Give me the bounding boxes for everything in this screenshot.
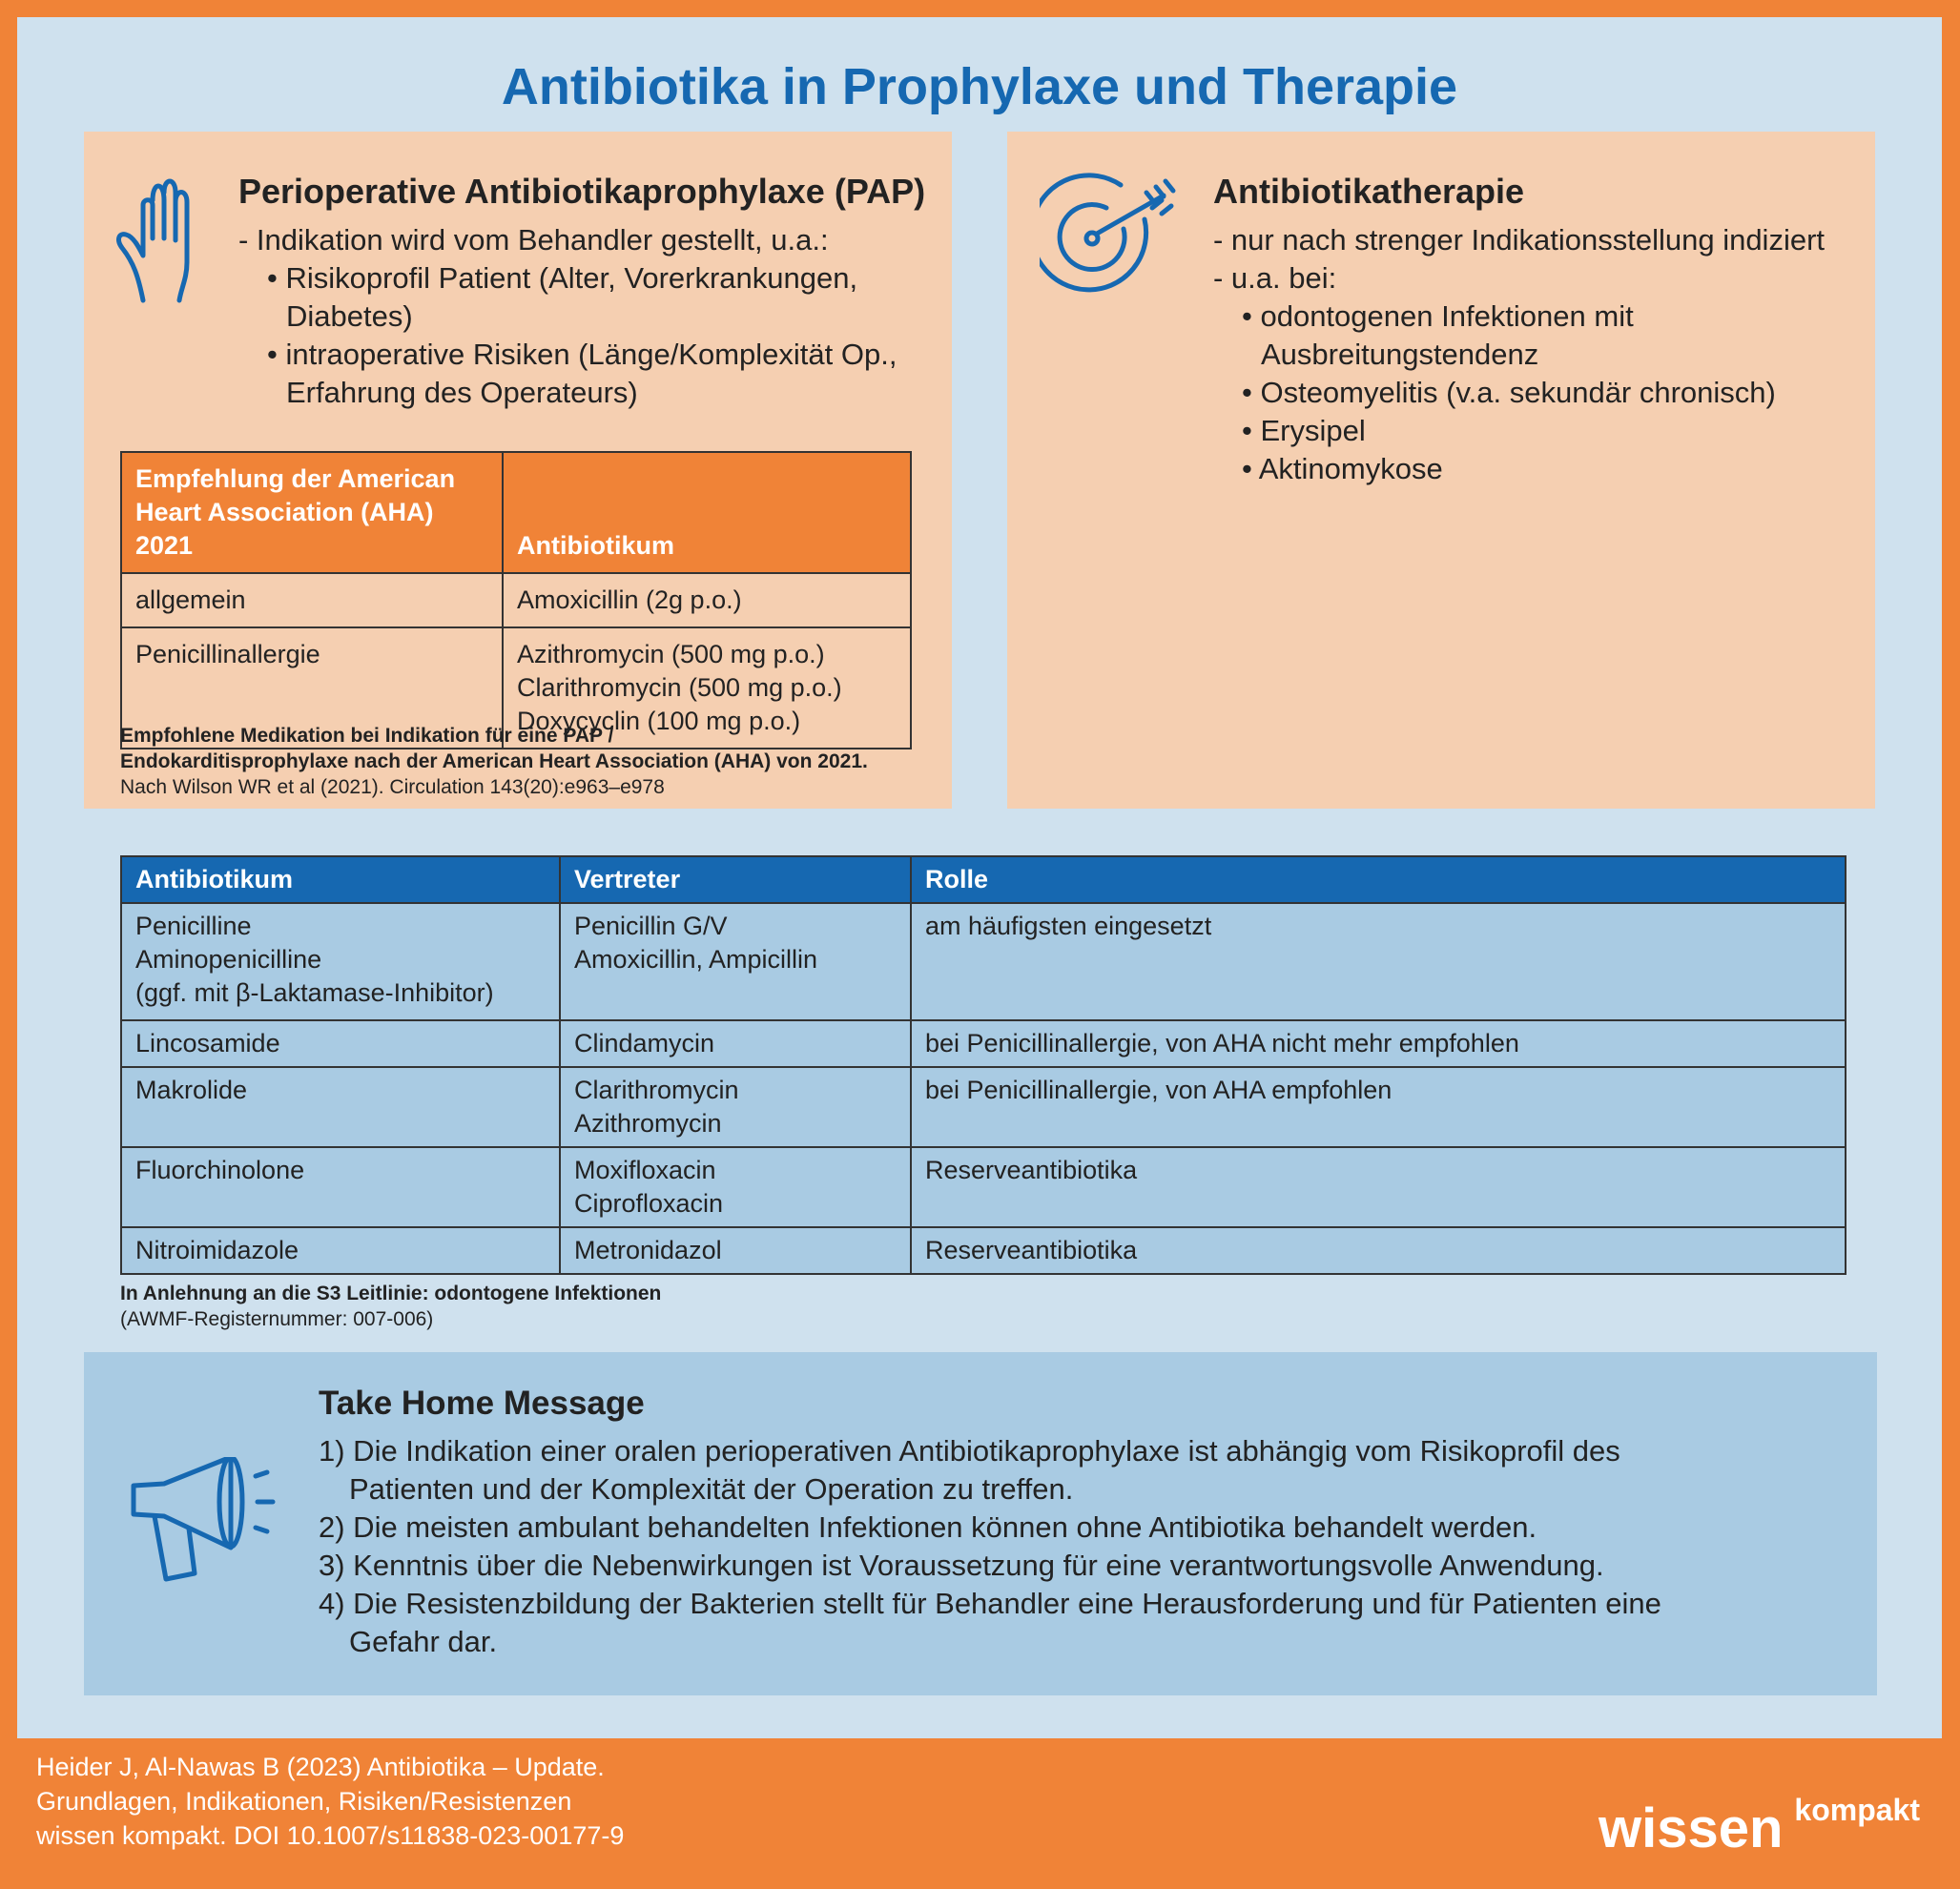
vertreter-line: Amoxicillin, Ampicillin xyxy=(574,945,818,974)
list-item: 1) Die Indikation einer oralen perioperativen Antibiotikaprophylaxe ist abhängig vom Risikoprofil des Patienten und der Komplexität der Operation zu treffen. xyxy=(319,1434,1620,1506)
therapy-panel xyxy=(1007,132,1875,809)
therapy-heading: Antibiotikatherapie xyxy=(1213,172,1525,211)
brand-sub: kompakt xyxy=(1794,1793,1920,1827)
cell-rolle: am häufigsten eingesetzt xyxy=(911,903,1846,1020)
cell-vertreter: Metronidazol xyxy=(560,1227,911,1274)
cell-klasse: Fluorchinolone xyxy=(121,1147,560,1227)
therapy-bullet: • Erysipel xyxy=(1242,414,1366,447)
antibiotics-caption xyxy=(120,1281,979,1332)
brand-logo xyxy=(1599,1793,1920,1860)
aha-drug: Doxycyclin (100 mg p.o.) xyxy=(517,707,801,735)
aha-caption-bold: Empfohlene Medikation bei Indikation für eine PAP / xyxy=(120,725,614,747)
antibiotics-caption-normal: (AWMF-Registernummer: 007-006) xyxy=(120,1308,434,1330)
table-row xyxy=(121,1067,1846,1147)
list-item: 3) Kenntnis über die Nebenwirkungen ist Voraussetzung für eine verantwortungsvolle Anwendung. xyxy=(319,1549,1604,1582)
cell-rolle: bei Penicillinallergie, von AHA empfohlen xyxy=(911,1067,1846,1147)
reference-line: Grundlagen, Indikationen, Risiken/Resistenzen xyxy=(36,1787,572,1816)
reference-line: Heider J, Al-Nawas B (2023) Antibiotika – Update. xyxy=(36,1753,605,1781)
antibiotics-table-header xyxy=(121,856,1846,903)
cell-klasse: Makrolide xyxy=(121,1067,560,1147)
table-row xyxy=(121,573,911,627)
header-cell-vertreter: Vertreter xyxy=(560,856,911,903)
vertreter-line: Azithromycin xyxy=(574,1109,722,1138)
cell-rolle: Reserveantibiotika xyxy=(911,1147,1846,1227)
list-item: 2) Die meisten ambulant behandelten Infektionen können ohne Antibiotika behandelt werden. xyxy=(319,1510,1537,1544)
header-cell-antibiotikum: Antibiotikum xyxy=(121,856,560,903)
therapy-bullet: • Osteomyelitis (v.a. sekundär chronisch) xyxy=(1242,376,1776,409)
pap-text xyxy=(238,221,925,412)
therapy-line: - u.a. bei: xyxy=(1213,261,1337,295)
table-row xyxy=(121,1227,1846,1274)
take-home-panel xyxy=(84,1352,1877,1695)
aha-drug: Azithromycin (500 mg p.o.) xyxy=(517,640,825,668)
vertreter-line: Moxifloxacin xyxy=(574,1156,716,1184)
aha-caption xyxy=(120,723,940,800)
page-title: Antibiotika in Prophylaxe und Therapie xyxy=(501,58,1458,115)
pap-bullet: • Risikoprofil Patient (Alter, Vorerkrankungen, Diabetes) xyxy=(267,261,858,333)
pap-heading: Perioperative Antibiotikaprophylaxe (PAP) xyxy=(238,172,926,211)
aha-header-cell: Empfehlung der American Heart Association (AHA) 2021 xyxy=(121,452,503,573)
cell-vertreter: Clindamycin xyxy=(560,1020,911,1067)
cell-vertreter xyxy=(560,903,911,1020)
brand-main: wissen xyxy=(1598,1797,1784,1859)
aha-cell-label: Penicillinallergie xyxy=(121,627,503,749)
therapy-line: - nur nach strenger Indikationsstellung indiziert xyxy=(1213,223,1826,257)
list-item: 4) Die Resistenzbildung der Bakterien stellt für Behandler eine Herausforderung und für Patienten eine Gefahr dar. xyxy=(319,1587,1661,1658)
klasse-line: Aminopenicilline xyxy=(135,945,322,974)
cell-klasse: Nitroimidazole xyxy=(121,1227,560,1274)
table-row xyxy=(121,903,1846,1020)
therapy-bullet: • odontogenen Infektionen mit Ausbreitungstendenz xyxy=(1242,299,1634,371)
infographic-frame xyxy=(17,17,1942,1738)
cell-vertreter xyxy=(560,1067,911,1147)
aha-caption-bold: Endokarditisprophylaxe nach der American Heart Association (AHA) von 2021. xyxy=(120,750,868,772)
cell-klasse: Lincosamide xyxy=(121,1020,560,1067)
cell-rolle: Reserveantibiotika xyxy=(911,1227,1846,1274)
vertreter-line: Penicillin G/V xyxy=(574,912,728,940)
pap-intro: - Indikation wird vom Behandler gestellt, u.a.: xyxy=(238,223,829,257)
table-row xyxy=(121,1020,1846,1067)
aha-header-cell: Antibiotikum xyxy=(503,452,911,573)
aha-caption-source: Nach Wilson WR et al (2021). Circulation 143(20):e963–e978 xyxy=(120,776,665,798)
aha-table xyxy=(120,451,912,749)
take-home-list xyxy=(319,1432,1730,1661)
cell-vertreter xyxy=(560,1147,911,1227)
aha-drug: Clarithromycin (500 mg p.o.) xyxy=(517,673,842,702)
klasse-line: Penicilline xyxy=(135,912,252,940)
target-arrow-icon xyxy=(1040,172,1183,305)
take-home-heading: Take Home Message xyxy=(319,1385,645,1422)
aha-table-header xyxy=(121,452,911,573)
therapy-bullet: • Aktinomykose xyxy=(1242,452,1443,485)
therapy-text xyxy=(1213,221,1862,488)
antibiotics-caption-bold: In Anlehnung an die S3 Leitlinie: odontogene Infektionen xyxy=(120,1283,662,1304)
header-cell-rolle: Rolle xyxy=(911,856,1846,903)
aha-cell-drug: Amoxicillin (2g p.o.) xyxy=(503,573,911,627)
reference-line: wissen kompakt. DOI 10.1007/s11838-023-00177-9 xyxy=(36,1821,625,1850)
megaphone-icon xyxy=(126,1457,279,1591)
footer-reference xyxy=(36,1750,895,1853)
hand-icon xyxy=(114,172,210,305)
klasse-line: (ggf. mit β-Laktamase-Inhibitor) xyxy=(135,978,494,1007)
vertreter-line: Ciprofloxacin xyxy=(574,1189,724,1218)
antibiotics-table xyxy=(120,855,1847,1275)
cell-rolle: bei Penicillinallergie, von AHA nicht mehr empfohlen xyxy=(911,1020,1846,1067)
aha-cell-label: allgemein xyxy=(121,573,503,627)
vertreter-line: Clarithromycin xyxy=(574,1076,739,1104)
table-row xyxy=(121,1147,1846,1227)
cell-klasse xyxy=(121,903,560,1020)
pap-bullet: • intraoperative Risiken (Länge/Komplexität Op., Erfahrung des Operateurs) xyxy=(267,338,897,409)
